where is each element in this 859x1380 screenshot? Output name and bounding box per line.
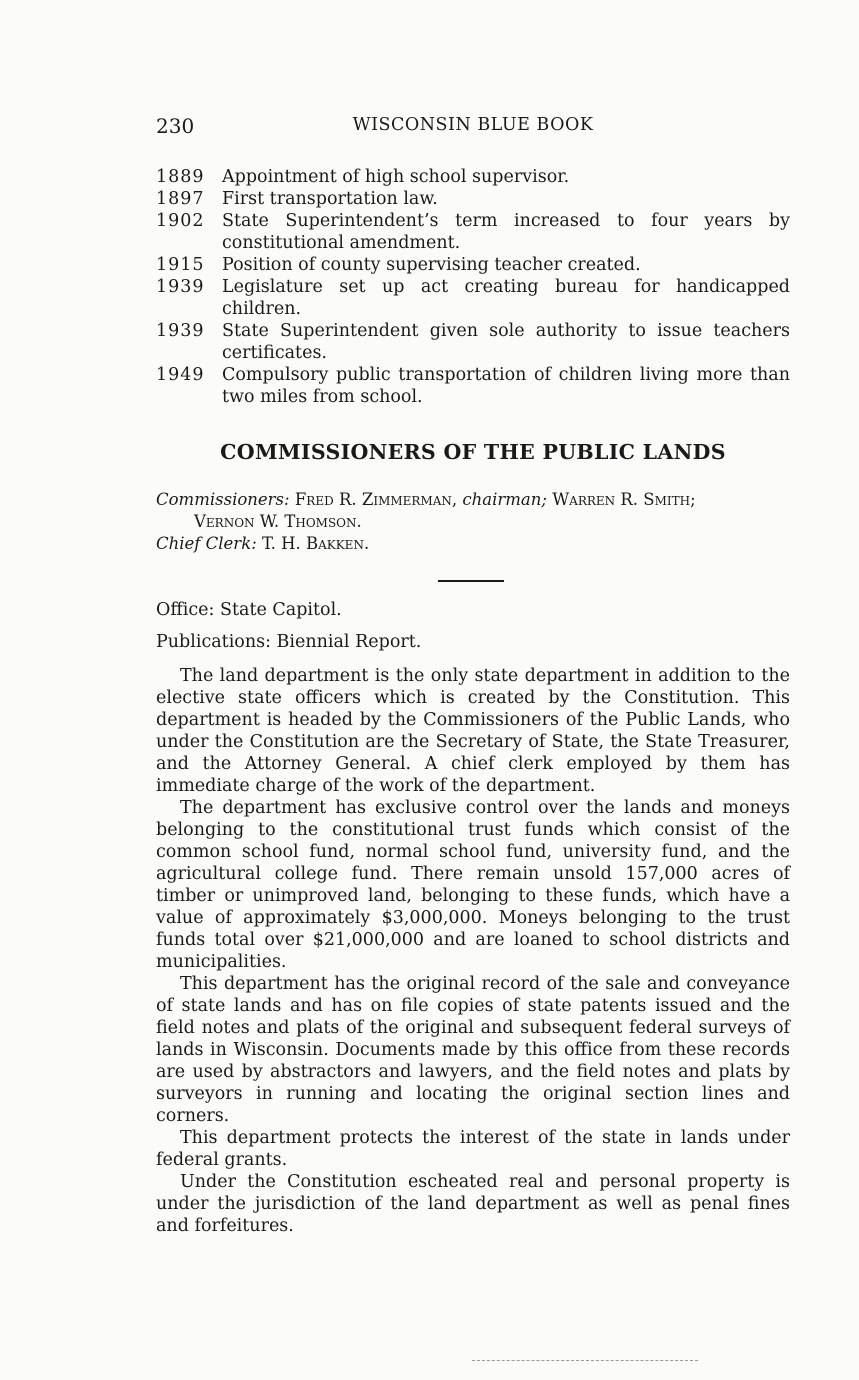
chairman-label: chairman;	[462, 490, 547, 509]
commissioners-line	[156, 489, 790, 511]
section-divider	[438, 580, 504, 582]
book-title: WISCONSIN BLUE BOOK	[352, 115, 594, 135]
commissioner-name: Fred R. Zimmerman,	[294, 490, 458, 509]
chronology-text: State Superintendent given sole authority to issue teachers certificates.	[222, 321, 790, 363]
chronology-year: 1897	[156, 189, 205, 209]
paragraph: The department has exclusive control over the lands and moneys belonging to the constitutional trust funds which consist of the common school fund, normal school fund, university fund, and the agricultural college fund. There remain unsold 157,000 acres of timber or unimproved land, belonging to these funds, which have a value of approximately $3,000,000. Moneys belonging to the trust funds total over $21,000,000 and are loaned to school districts and municipalities.	[156, 798, 790, 972]
paragraph: This department has the original record of the sale and conveyance of state lands and has on file copies of state patents issued and the field notes and plats of the original and subsequent federal surveys of lands in Wisconsin. Documents made by this office from these records are used by abstractors and lawyers, and the field notes and plats by surveyors in running and locating the original section lines and corners.	[156, 974, 790, 1126]
chronology-text: Legislature set up act creating bureau for handicapped children.	[222, 277, 790, 319]
commissioner-name: Warren R. Smith;	[552, 490, 696, 509]
chronology-entry	[156, 166, 790, 188]
chronology-year: 1902	[156, 211, 205, 231]
running-head	[156, 114, 790, 140]
chronology-entry	[156, 276, 790, 320]
commissioners-line-continued	[156, 511, 790, 533]
chronology-text: Compulsory public transportation of children living more than two miles from school.	[222, 365, 790, 407]
section-title: COMMISSIONERS OF THE PUBLIC LANDS	[220, 440, 726, 464]
chronology-text: Position of county supervising teacher created.	[222, 255, 641, 275]
chronology-list	[156, 166, 790, 408]
chronology-year: 1939	[156, 321, 205, 341]
officers-block	[156, 489, 790, 555]
chronology-entry	[156, 254, 790, 276]
chronology-year: 1889	[156, 167, 205, 187]
office-line: Office: State Capitol.	[156, 600, 342, 620]
chief-clerk-label: Chief Clerk:	[156, 534, 257, 553]
chronology-entry	[156, 210, 790, 254]
chronology-text: State Superintendent’s term increased to four years by constitutional amendment.	[222, 211, 790, 253]
page-number: 230	[156, 114, 195, 138]
chronology-entry	[156, 320, 790, 364]
publications-line: Publications: Biennial Report.	[156, 632, 422, 652]
commissioner-name: Vernon W. Thomson.	[194, 512, 362, 531]
paragraph: This department protects the interest of the state in lands under federal grants.	[156, 1128, 790, 1170]
chronology-entry	[156, 188, 790, 210]
chronology-text: Appointment of high school supervisor.	[222, 167, 570, 187]
scan-artifact-line	[472, 1360, 698, 1361]
chief-clerk-line	[156, 533, 790, 555]
chronology-entry	[156, 364, 790, 408]
chronology-text: First transportation law.	[222, 189, 438, 209]
paragraph: Under the Constitution escheated real and personal property is under the jurisdiction of the land department as well as penal fines and forfeitures.	[156, 1172, 790, 1236]
chief-clerk-name: T. H. Bakken.	[262, 534, 370, 553]
chronology-year: 1915	[156, 255, 205, 275]
chronology-year: 1939	[156, 277, 205, 297]
body-text	[156, 665, 790, 1237]
chronology-year: 1949	[156, 365, 205, 385]
paragraph: The land department is the only state department in addition to the elective state officers which is created by the Constitution. This department is headed by the Commissioners of the Public Lands, who under the Constitution are the Secretary of State, the State Treasurer, and the Attorney General. A chief clerk employed by them has immediate charge of the work of the department.	[156, 666, 790, 796]
commissioners-label: Commissioners:	[156, 490, 290, 509]
